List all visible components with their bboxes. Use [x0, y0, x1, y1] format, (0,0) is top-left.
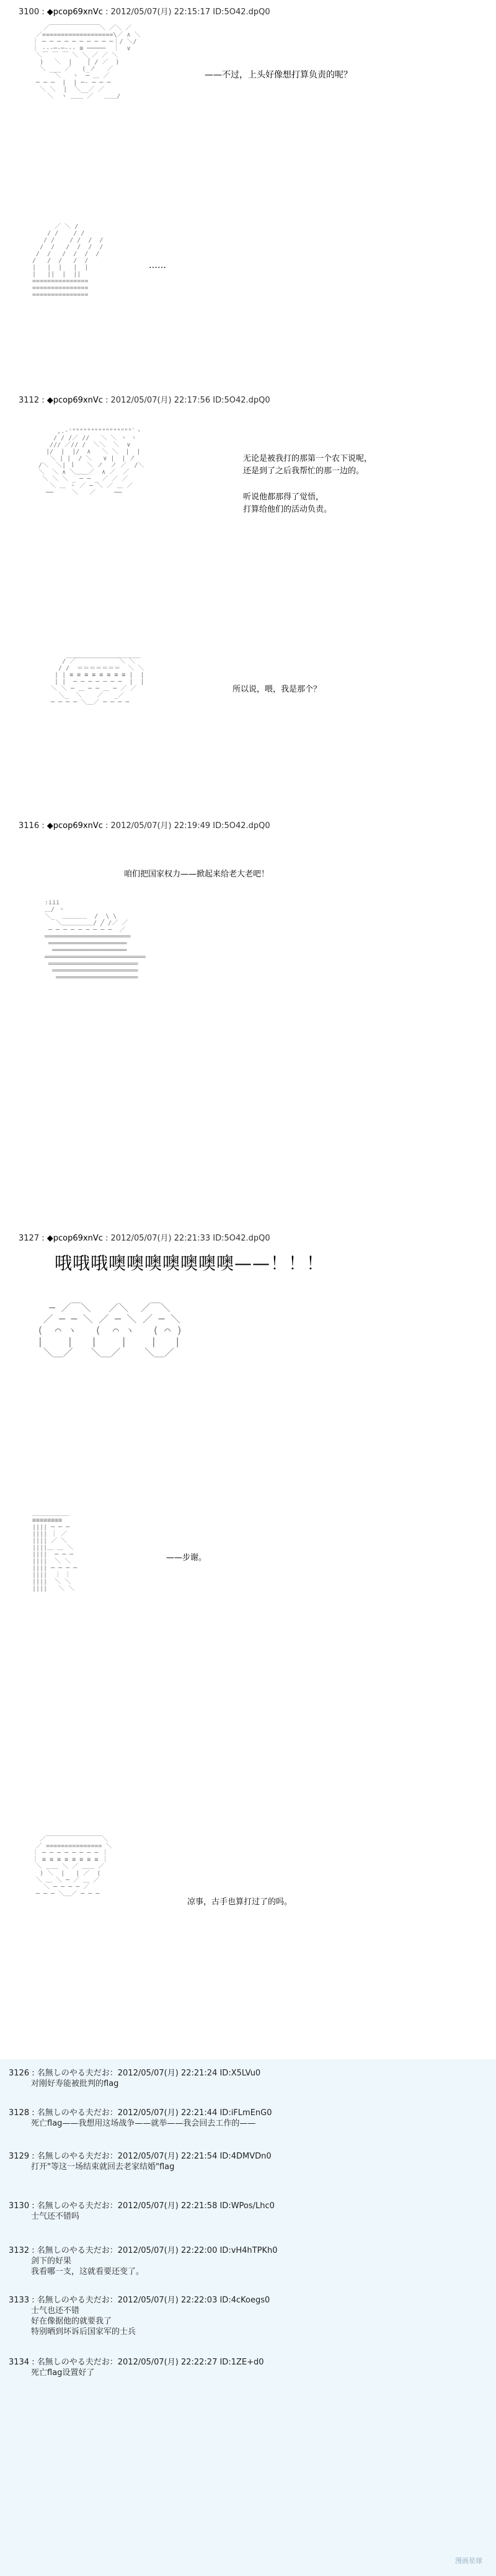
dialogue-line: 所以说，喂，我是那个？: [232, 685, 322, 694]
dialogue-line: 凉事，古手也算打过了的吗。: [187, 1897, 293, 1907]
comment: [9, 2357, 264, 2378]
comment-text: 特别晒到坏诉后国家军的士兵: [31, 2327, 136, 2337]
comment-text: 死亡flag——我想用这场战争——就举——我会回去工作的——: [31, 2119, 256, 2128]
comment-header: 3130 : 名無しのやる夫だお：2012/05/07(月) 22:21:58 ID:WPos/Lhc0: [9, 2201, 275, 2211]
ascii-art-figure: ＿＿＿＿＿＿ ≡≡≡≡≡≡≡≡ |||| ─ ─ ─ |||| ｜ ／ |||| ／ ＼ ||||＿ ＿ ＼ |||| ─ ─ ─ |||| ＼ ＼ |||| ─ ─ ─ ─ |||| ｜ ｜ |||| ＼ ＼ |||| ＼ ＼: [32, 1510, 78, 1592]
comment-header: 3126 : 名無しのやる夫だお：2012/05/07(月) 22:21:24 ID:X5LVu0: [9, 2069, 261, 2078]
comment-meta: 名無しのやる夫だお：2012/05/07(月) 22:22:03 ID:4cKoegs0: [37, 2296, 270, 2305]
comment: [9, 2295, 270, 2337]
comment-number: 3132: [9, 2246, 30, 2255]
post-meta: 2012/05/07(月) 22:15:17 ID:5O42.dpQ0: [110, 7, 270, 17]
post-meta: 2012/05/07(月) 22:21:33 ID:5O42.dpQ0: [110, 1234, 270, 1243]
comment-text: 打开"等这一场结束就回去老家结婚"flag: [31, 2162, 175, 2172]
dialogue-line: 打算给他们的活动负责。: [243, 505, 332, 514]
ascii-art-shout: ─ ／￣＼ ／＼ ／￣＼ ／ ─ ─ ＼ ／ ─ ＼ ／ ─ ＼ ( ⌒ ヽ ( ⌒ ヽ ( ⌒ ) | | | | | | ＼＿／ ＼＿／ ＼＿／: [37, 1302, 183, 1358]
comment-header: 3132 : 名無しのやる夫だお：2012/05/07(月) 22:22:00 ID:vH4hTPKh0: [9, 2246, 278, 2255]
comment: [9, 2245, 278, 2277]
dialogue-line: ……: [149, 261, 166, 270]
comment-section: [0, 2059, 496, 2576]
comment-text: 死亡flag设置好了: [31, 2368, 95, 2378]
post-header: 3112 : ◆pcop69xnVc : 2012/05/07(月) 22:17:56 ID:5O42.dpQ0: [19, 396, 270, 405]
dialogue-line: 还是到了之后我帮忙的那一边的。: [243, 466, 365, 476]
comment-number: 3134: [9, 2358, 30, 2367]
comment-header: 3128 : 名無しのやる夫だお：2012/05/07(月) 22:21:44 ID:iFLmEnG0: [9, 2108, 272, 2118]
post-meta: 2012/05/07(月) 22:17:56 ID:5O42.dpQ0: [110, 396, 270, 405]
post-number: 3112: [19, 396, 40, 405]
post-number: 3127: [19, 1234, 40, 1243]
comment-header: 3134 : 名無しのやる夫だお：2012/05/07(月) 22:22:27 ID:1ZE+d0: [9, 2358, 264, 2367]
post-header: 3116 : ◆pcop69xnVc : 2012/05/07(月) 22:19:49 ID:5O42.dpQ0: [19, 821, 270, 831]
comment: [9, 2108, 272, 2129]
post-meta: 2012/05/07(月) 22:19:49 ID:5O42.dpQ0: [110, 821, 270, 831]
comment-number: 3130: [9, 2201, 30, 2211]
comment: [9, 2068, 260, 2089]
comment-text: 我看哪一支，这就看要还变了。: [31, 2267, 144, 2276]
comment-text: 士气也还不错: [31, 2306, 80, 2315]
comment-text: 士气还不错吗: [31, 2212, 80, 2221]
comment-meta: 名無しのやる夫だお：2012/05/07(月) 22:21:54 ID:4DMVDn0: [37, 2152, 272, 2161]
comment-meta: 名無しのやる夫だお：2012/05/07(月) 22:21:24 ID:X5LVu0: [37, 2069, 261, 2078]
post-number: 3116: [19, 821, 40, 831]
comment-header: 3133 : 名無しのやる夫だお：2012/05/07(月) 22:22:03 ID:4cKoegs0: [9, 2296, 270, 2305]
dialogue-line: 无论是被我打的那第一个农下说呢，: [243, 454, 373, 463]
ascii-art-group: ,.-'""""""""""""""""`ヽ / / /／ // ＼ ＼ ヽ ヽ /// ／// / ＼＼ ＼ ∨ |/ | |/ ∧ ＼ ＼ | | ＼ | | / ＼ ∨ | | ノ /＼ ＼| ｌ ＼ ノ ノ ／ /＼ ＼ ＼ ∧ ＼＿＿／ ∧ ／ ／ ＼ ＼ ＼ _ ─ ─ _ ／ ／ ／ ＼ ＿ ヽ ／ ─ ＼ ／ ＿ ／ ── ＼ ／ ──: [38, 428, 144, 496]
poster-name: ◆pcop69xnVc: [46, 396, 103, 405]
dialogue-line: 咱们把国家权力——掀起来给老大老吧！: [124, 870, 270, 879]
comment-number: 3133: [9, 2296, 30, 2305]
poster-name: ◆pcop69xnVc: [46, 7, 103, 17]
comment-meta: 名無しのやる夫だお：2012/05/07(月) 22:22:00 ID:vH4hTPKh0: [37, 2246, 278, 2255]
comment: [9, 2151, 272, 2172]
comment-meta: 名無しのやる夫だお：2012/05/07(月) 22:22:27 ID:1ZE+d0: [37, 2358, 264, 2367]
poster-name: ◆pcop69xnVc: [46, 1234, 103, 1243]
comment-text: 剑下的好果: [31, 2257, 72, 2266]
ascii-art-face: ／￣￣￣￣￣￣￣￣￣＼ ／ =============== ＼ ｜ ─ ─ ─ ─ ─ ─ ─ ─ ｜ ｜ ≡ ≡ ≡ ≡ ≡ ≡ ≡ ≡ ｜ ＼ ＿＿ ＼ ／ ＿＿ ／ ) ＼ | | ／ ( ＼ ＿ ＼ ─ ／ ＿ ／ ＼ ─ ─ ─ ─ ／ ─ ─ ─ ＼＿／ ─ ─ ─: [32, 1836, 112, 1897]
ascii-art-face: ／￣￣￣￣￣￣￣￣＼ ／＼ ／ ／===================\／ ∧ ＼ ｜ ─ ─ ─ ─ ─ ─ ─ ─ ─ ─｜/ ＼/ ｜ ---─-─--- ≡ ───── ｜ ∨ ＼￣ ￣ ￣ ＼ ＼ ／ ／ ＼ ) ＼ | │ / ／ ) ＼ ___ ／ (_ノ ／ ＼ ヽ ─ ＿ ／ ─ ─ ─ | | ─- ─ ─ ─ ＼ ＼ | ＼__／ ／ ＼ ヽ ＿＿ ／ ＿＿/: [32, 25, 141, 100]
comment-meta: 名無しのやる夫だお：2012/05/07(月) 22:21:44 ID:iFLmEnG0: [37, 2108, 272, 2118]
comment-text: 对刚好寿能被批判的flag: [31, 2079, 119, 2088]
watermark: 漫画星球: [455, 2557, 482, 2565]
post-header: 3127 : ◆pcop69xnVc : 2012/05/07(月) 22:21:33 ID:5O42.dpQ0: [19, 1234, 270, 1243]
ascii-art-figure: ／ ＼ / / / / / / / / / / / / / / / / / / / / / / / / / / / / | | | | | | || | || =============== =============== ===============: [32, 223, 104, 298]
post-number: 3100: [19, 7, 40, 17]
shout-line: 哦哦哦噢噢噢噢噢噢噢——！！！: [55, 1253, 325, 1273]
comment-text: 好在像据他的就要我了: [31, 2317, 112, 2326]
dialogue-line: ——不过，上头好像想打算负责的呢？: [205, 70, 352, 80]
comment-meta: 名無しのやる夫だお：2012/05/07(月) 22:21:58 ID:WPos/Lhc0: [37, 2201, 275, 2211]
comment: [9, 2201, 275, 2222]
ascii-art-crowd: ____________________ / ／￣￣￣￣￣￣￣＼ ＼ / / ＝＝＝＝＝＝＝ ＼ ＼ | | ≡ ≡ ≡ ≡ ≡ ≡ ≡ ≡ | | | | ─ ─ ─ ─ ─ ─ ─ | | ＼ ＼ ─ ＿ ─ ─ ＿ ─ ／ ／ ＼_ ＼ ／ _／ ─ ─ ─ ─ ＼＿／ ─ ─ ─ ─: [51, 651, 144, 706]
poster-name: ◆pcop69xnVc: [46, 821, 103, 831]
comment-header: 3129 : 名無しのやる夫だお：2012/05/07(月) 22:21:54 ID:4DMVDn0: [9, 2152, 272, 2161]
ascii-art-crowd-charge: :iii ＿/ ヽ ＼_ ＿＿＿＿ / \ \ ＼＿＿＿＿＿/ ╱ /／ ／ ─ ─ ─ ─ ─ ─ ─ ─ ─ ／ ═══════════════════════ ═════════════════════ ════════════════════ ═══════════════════════════ ════════════════════════ ═══════════════════════ ══════════════════════: [45, 899, 146, 981]
dialogue-line: ——步谢。: [166, 1553, 207, 1562]
post-header: 3100 : ◆pcop69xnVc : 2012/05/07(月) 22:15:17 ID:5O42.dpQ0: [19, 7, 270, 17]
comment-number: 3128: [9, 2108, 30, 2118]
dialogue-line: 听说他都那得了觉悟，: [243, 492, 324, 502]
comment-number: 3126: [9, 2069, 30, 2078]
comment-number: 3129: [9, 2152, 30, 2161]
